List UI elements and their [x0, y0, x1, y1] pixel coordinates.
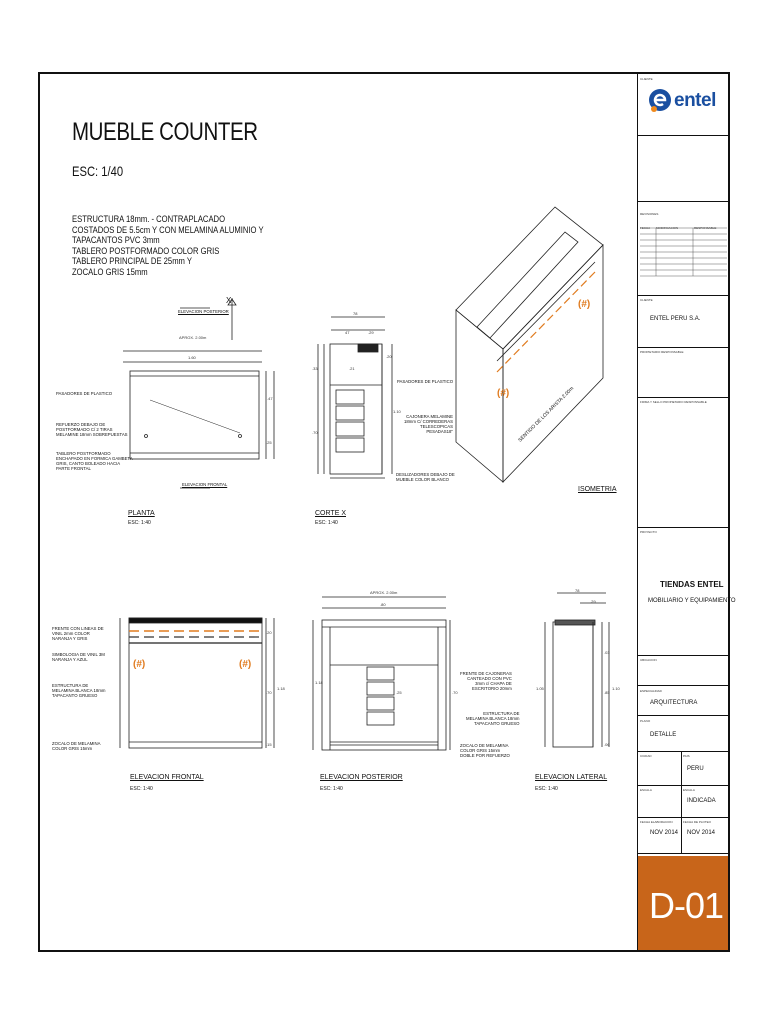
dimension-label: 47	[345, 330, 350, 335]
fecha2-value: NOV 2014	[687, 830, 716, 836]
tb-label: ESPECIALIDAD	[640, 689, 662, 693]
dimension-label: .21	[349, 366, 355, 371]
view-scale-posterior: ESC: 1:40	[320, 786, 343, 792]
tb-label: FECHA DE PLOTEO	[683, 820, 712, 824]
dimension-label: .29	[590, 599, 596, 604]
hash-tag: (#)	[133, 659, 146, 670]
planta-drawing	[123, 298, 274, 488]
dimension-label: .20	[386, 354, 392, 359]
dimension-label: 1.10	[612, 686, 620, 691]
dimension-label: .47	[267, 396, 273, 401]
dimension-label: .80	[380, 602, 386, 607]
tb-label: CIUDAD	[640, 754, 652, 758]
project-subtitle: MOBILIARIO Y EQUIPAMIENTO	[648, 598, 736, 604]
project-title: TIENDAS ENTEL	[660, 580, 724, 589]
dimension-label: .20	[266, 630, 272, 635]
lateral-drawing	[545, 593, 609, 747]
posterior-note: ESTRUCTURA DE MELAMINA BLANCA 18mm TAPACANTO GRUESO	[466, 711, 520, 726]
view-label-frontal: ELEVACION FRONTAL	[130, 774, 204, 781]
dimension-label: 1.10	[393, 409, 401, 414]
dimension-label: .25	[266, 440, 272, 445]
planta-note: PASADORES DE PLASTICO	[56, 391, 113, 396]
view-scale-frontal: ESC: 1:40	[130, 786, 153, 792]
posterior-drawing	[313, 597, 450, 750]
tb-label: RESPONSABLE	[694, 226, 717, 230]
view-scale-lateral: ESC: 1:40	[535, 786, 558, 792]
dimension-label: APROX. 2.00m	[179, 335, 207, 340]
frontal-note: ESTRUCTURA DE MELAMINA BLANCA 18mm TAPACANTO GRUESO	[52, 683, 106, 698]
planta-note: REFUERZO DEBAJO DE POSTFORMADO C/ 2 TIRAS MELAMINE 18mm SOBREPUESTAS	[56, 422, 128, 437]
dimension-label: 1.05	[536, 686, 544, 691]
spec-line: TABLERO PRINCIPAL DE 25mm Y	[72, 256, 193, 266]
dimension-label: .06	[604, 742, 610, 747]
frontal-note: ZOCALO DE MELAMINA COLOR GRIS 15mm	[52, 741, 101, 751]
view-label-isometria: ISOMETRIA	[578, 486, 617, 493]
iso-text: SENTIDO DE LOS ARISTA 2.00m	[517, 385, 576, 444]
dimension-label: .25	[396, 690, 402, 695]
view-label-posterior: ELEVACION POSTERIOR	[320, 774, 403, 781]
hash-tag: (#)	[578, 299, 591, 310]
dimension-label: .85	[604, 690, 610, 695]
corte-note: DESLIZADORES DEBAJO DE MUEBLE COLOR BLANCO	[396, 472, 455, 482]
view-scale-planta: ESC: 1:40	[128, 520, 151, 526]
tb-label: UBICACION	[640, 658, 657, 662]
especialidad-value: ARQUITECTURA	[650, 700, 698, 706]
dimension-label: 1.18	[315, 680, 323, 685]
dimension-label: .33	[312, 366, 318, 371]
tb-label: PLANO	[640, 719, 651, 723]
view-scale-corte: ESC: 1:40	[315, 520, 338, 526]
dimension-label: .29	[368, 330, 374, 335]
hash-tag: (#)	[239, 659, 252, 670]
tb-label: PROYECTO	[640, 530, 657, 534]
dimension-label: APROX. 2.00m	[370, 590, 398, 595]
tb-label: MODIFICACION	[656, 226, 679, 230]
dimension-label: .15	[266, 742, 272, 747]
corte-note: PASADORES DE PLASTICO	[397, 379, 454, 384]
title-block	[637, 74, 728, 950]
escala-value: INDICADA	[687, 798, 716, 804]
hash-tag: (#)	[497, 388, 510, 399]
revisions-grid	[638, 202, 729, 296]
tb-label: FECHA ELABORACION	[640, 820, 673, 824]
planta-note: TABLERO POSTFORMADO ENCHAPADO EN FORMICA GAMBETA GRIS, CANTO BOLEADO HACIA PARTE FRONTAL	[56, 451, 133, 471]
section-x-mark: X	[226, 296, 232, 305]
fecha-value: NOV 2014	[650, 830, 679, 836]
view-label-lateral: ELEVACION LATERAL	[535, 774, 608, 781]
spec-line: ZOCALO GRIS 15mm	[72, 266, 148, 277]
brand-name: entel	[674, 90, 716, 111]
posterior-note: FRENTE DE CAJONERAS CANTEADO CON PVC 3mm c/ CHAPA DE ESCRITORIO 20mm	[460, 671, 512, 691]
corte-drawing	[318, 317, 392, 478]
client-value: ENTEL PERU S.A.	[650, 316, 701, 322]
dimension-label: .70	[312, 430, 318, 435]
spec-line: TAPACANTOS PVC 3mm	[72, 235, 160, 245]
section-mark-posterior: ELEVACION POSTERIOR	[178, 309, 229, 314]
dimension-label: 78	[575, 588, 580, 593]
dimension-label: 1.60	[188, 355, 196, 360]
plano-value: DETALLE	[650, 732, 677, 738]
spec-line: ESTRUCTURA 18mm. - CONTRAPLACADO	[72, 214, 226, 224]
spec-line: TABLERO POSTFORMADO COLOR GRIS	[72, 245, 220, 256]
sheet-title: MUEBLE COUNTER	[72, 118, 258, 146]
tb-label: ESCALA	[683, 788, 695, 792]
section-mark-frontal: ELEVACION FRONTAL	[182, 482, 228, 487]
tb-label: CLIENTE	[640, 298, 653, 302]
dimension-label: .70	[266, 690, 272, 695]
tb-label: CLIENTE	[640, 77, 653, 81]
tb-label: FIRMA Y SELLO PROPIETARIO RESPONSABLE	[640, 400, 707, 404]
frontal-note: FRENTE CON LINEAS DE VINIL 2mm COLOR NARANJA Y GRIS	[52, 626, 104, 641]
tb-label: REVISIONES	[640, 212, 659, 216]
entel-logo-icon	[648, 87, 672, 113]
view-label-planta: PLANTA	[128, 510, 155, 517]
sheet-number: D-01	[649, 885, 724, 926]
posterior-note: ZOCALO DE MELAMINA COLOR GRIS 15mm DOBLE POR REFUERZO	[460, 743, 510, 758]
corte-note: CAJONERA MELAMINE 18mm C/ CORREDERAS TELESCOPICAS PESADAS18"	[404, 414, 453, 434]
tb-label: FECHA	[640, 226, 651, 230]
revisions-cell	[638, 202, 729, 296]
dimension-label: 1.18	[277, 686, 285, 691]
isometria-drawing	[456, 207, 603, 482]
dimension-label: 78	[353, 311, 358, 316]
view-label-corte: CORTE X	[315, 510, 346, 517]
tb-label: ESCALA	[640, 788, 652, 792]
tb-label: PROPIETARIO RESPONSABLE	[640, 350, 684, 354]
frontal-note: SIMBOLOGIA DE VINIL 3M NARANJA Y AZUL	[52, 652, 105, 662]
spec-line: COSTADOS DE 5.5cm Y CON MELAMINA ALUMINIO Y	[72, 224, 264, 235]
dimension-label: .70	[452, 690, 458, 695]
sheet-scale: ESC: 1/40	[72, 163, 124, 179]
tb-label: PAIS	[683, 754, 690, 758]
dimension-label: .03	[604, 650, 610, 655]
pais-value: PERU	[687, 766, 704, 772]
frontal-drawing	[120, 618, 274, 748]
